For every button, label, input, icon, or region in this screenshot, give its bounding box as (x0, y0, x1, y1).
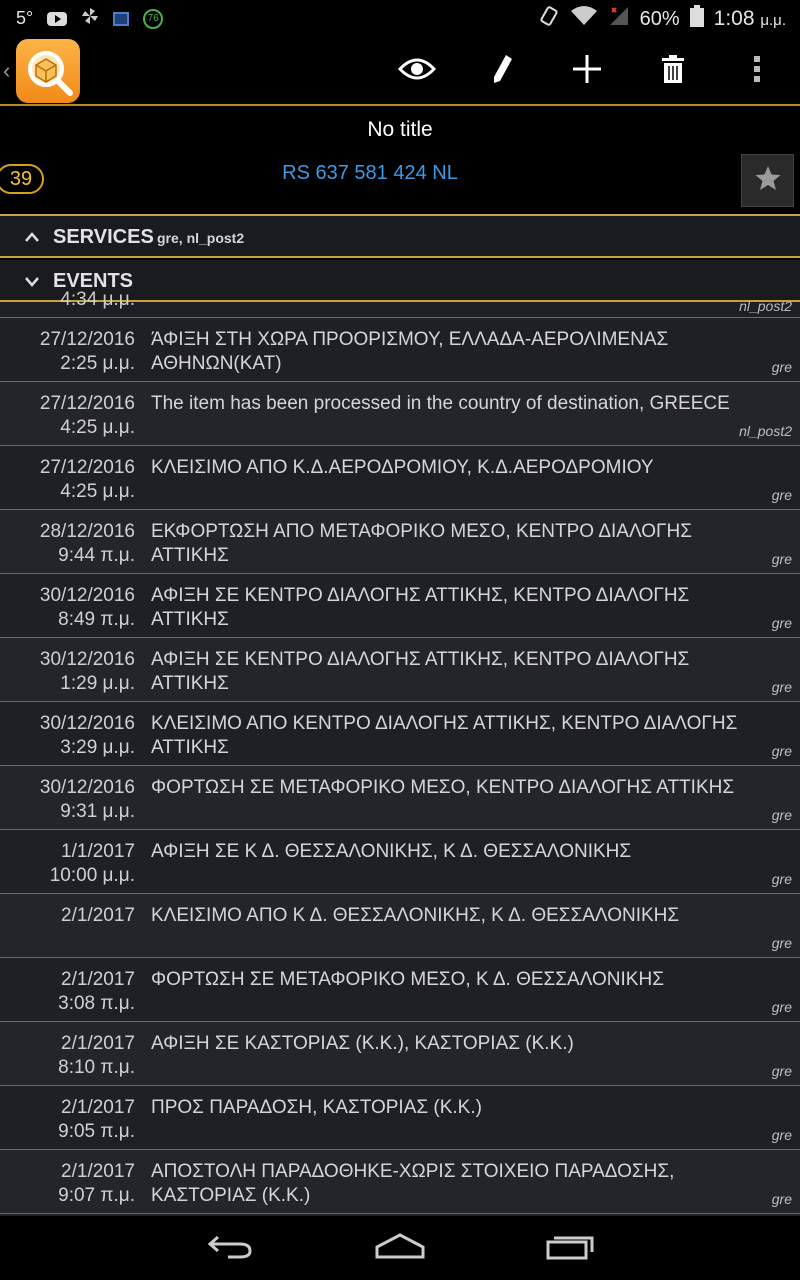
list-item[interactable] (0, 510, 800, 574)
event-time: 4:25 μ.μ. (60, 481, 135, 502)
list-item[interactable] (0, 766, 800, 830)
notification-badge: 76 (143, 9, 163, 29)
event-time: 4:34 μ.μ. (60, 289, 135, 310)
navigation-bar (0, 1216, 800, 1280)
event-service: gre (771, 359, 792, 375)
event-time: 10:00 μ.μ. (49, 865, 135, 886)
event-service: gre (771, 743, 792, 759)
event-date: 2/1/2017 (61, 1161, 135, 1182)
youtube-icon (47, 12, 67, 26)
event-date: 28/12/2016 (39, 521, 135, 542)
event-service: gre (771, 871, 792, 887)
item-header (0, 106, 800, 216)
event-service: gre (771, 807, 792, 823)
list-item[interactable] (0, 638, 800, 702)
star-icon (755, 165, 781, 196)
overflow-menu-button[interactable] (737, 51, 777, 91)
event-service: nl_post2 (739, 423, 792, 439)
list-item[interactable] (0, 446, 800, 510)
phone-vibrate-icon (538, 5, 560, 33)
event-description: ΦΟΡΤΩΣΗ ΣΕ ΜΕΤΑΦΟΡΙΚΟ ΜΕΣΟ, Κ Δ. ΘΕΣΣΑΛΟΝΙΚΗΣ (151, 969, 664, 990)
event-description: ΠΡΟΣ ΠΑΡΑΔΟΣΗ, ΚΑΣΤΟΡΙΑΣ (Κ.Κ.) (151, 1097, 482, 1118)
eye-icon (398, 57, 436, 86)
event-description: ΦΟΡΤΩΣΗ ΣΕ ΜΕΤΑΦΟΡΙΚΟ ΜΕΣΟ, ΚΕΝΤΡΟ ΔΙΑΛΟΓΗΣ ΑΤΤΙΚΗΣ (151, 777, 735, 798)
list-item[interactable] (0, 894, 800, 958)
chevron-up-icon (24, 230, 40, 248)
event-description: ΆΦΙΞΗ ΣΤΗ ΧΩΡΑ ΠΡΟΟΡΙΣΜΟΥ, ΕΛΛΑΔΑ-ΑΕΡΟΛΙΜΕΝΑΣ ΑΘΗΝΩΝ(ΚΑΤ) (151, 329, 669, 374)
list-item[interactable] (0, 318, 800, 382)
temperature: 5° (16, 8, 34, 28)
battery-icon (690, 5, 704, 33)
events-list[interactable] (0, 289, 800, 1216)
event-description: ΑΦΙΞΗ ΣΕ ΚΕΝΤΡΟ ΔΙΑΛΟΓΗΣ ΑΤΤΙΚΗΣ, ΚΕΝΤΡΟ ΔΙΑΛΟΓΗΣ ΑΤΤΙΚΗΣ (151, 649, 690, 694)
wifi-icon (570, 5, 598, 33)
event-service: gre (771, 1191, 792, 1207)
app-logo[interactable] (16, 39, 80, 103)
event-description: ΑΦΙΞΗ ΣΕ ΚΕΝΤΡΟ ΔΙΑΛΟΓΗΣ ΑΤΤΙΚΗΣ, ΚΕΝΤΡΟ ΔΙΑΛΟΓΗΣ ΑΤΤΙΚΗΣ (151, 585, 690, 630)
battery-percent: 60% (639, 7, 680, 30)
event-time: 9:44 π.μ. (58, 545, 135, 566)
event-time: 9:05 π.μ. (58, 1121, 135, 1142)
event-date: 27/12/2016 (39, 457, 135, 478)
event-date: 30/12/2016 (39, 649, 135, 670)
plus-icon (571, 53, 603, 90)
event-time: 3:29 μ.μ. (60, 737, 135, 758)
event-service: gre (771, 999, 792, 1015)
event-date: 1/1/2017 (61, 841, 135, 862)
event-service: gre (771, 1127, 792, 1143)
services-section-header[interactable] (0, 216, 800, 258)
list-item[interactable] (0, 574, 800, 638)
event-date: 30/12/2016 (39, 585, 135, 606)
action-bar (0, 36, 800, 106)
event-description: ΚΛΕΙΣΙΜΟ ΑΠΟ ΚΕΝΤΡΟ ΔΙΑΛΟΓΗΣ ΑΤΤΙΚΗΣ, ΚΕΝΤΡΟ ΔΙΑΛΟΓΗΣ ΑΤΤΙΚΗΣ (151, 713, 738, 758)
event-date: 2/1/2017 (61, 1097, 135, 1118)
event-time: 2:25 μ.μ. (60, 353, 135, 374)
event-service: gre (771, 935, 792, 951)
back-button[interactable] (200, 1230, 260, 1266)
list-item[interactable] (0, 382, 800, 446)
event-date: 2/1/2017 (61, 905, 135, 926)
add-button[interactable] (567, 51, 607, 91)
event-service: gre (771, 1063, 792, 1079)
event-date: 30/12/2016 (39, 713, 135, 734)
signal-icon (608, 5, 630, 33)
event-description: ΕΚΦΟΡΤΩΣΗ ΑΠΟ ΜΕΤΑΦΟΡΙΚΟ ΜΕΣΟ, ΚΕΝΤΡΟ ΔΙΑΛΟΓΗΣ ΑΤΤΙΚΗΣ (151, 521, 692, 566)
event-description: The item has been processed in the country of destination, GREECE (151, 393, 730, 414)
event-time: 1:29 μ.μ. (60, 673, 135, 694)
event-date: 30/12/2016 (39, 777, 135, 798)
event-time: 8:49 π.μ. (58, 609, 135, 630)
back-arrow-icon (206, 1233, 254, 1264)
list-item[interactable] (0, 830, 800, 894)
event-date: 2/1/2017 (61, 1033, 135, 1054)
pinwheel-icon (81, 7, 99, 30)
list-item[interactable] (0, 1150, 800, 1214)
event-service: gre (771, 615, 792, 631)
event-date: 2/1/2017 (61, 969, 135, 990)
list-item[interactable] (0, 702, 800, 766)
view-button[interactable] (397, 51, 437, 91)
event-service: gre (771, 679, 792, 695)
home-icon (374, 1233, 426, 1264)
event-description: ΑΠΟΣΤΟΛΗ ΠΑΡΑΔΟΘΗΚΕ-ΧΩΡΙΣ ΣΤΟΙΧΕΙΟ ΠΑΡΑΔΟΣΗΣ, ΚΑΣΤΟΡΙΑΣ (Κ.Κ.) (151, 1161, 675, 1206)
list-item[interactable] (0, 958, 800, 1022)
services-label: SERVICES (53, 226, 154, 248)
trash-icon (661, 54, 685, 89)
event-time: 3:08 π.μ. (58, 993, 135, 1014)
event-service: gre (771, 487, 792, 503)
event-date: 27/12/2016 (39, 393, 135, 414)
events-rows (0, 318, 800, 1214)
event-time: 9:07 π.μ. (58, 1185, 135, 1206)
event-date: 27/12/2016 (39, 329, 135, 350)
recent-apps-icon (546, 1232, 594, 1265)
calendar-icon (113, 12, 129, 26)
event-service: gre (771, 551, 792, 567)
list-item[interactable] (0, 1086, 800, 1150)
back-caret-icon[interactable]: ‹ (3, 58, 11, 83)
event-service: nl_post2 (739, 298, 792, 314)
count-badge: 39 (0, 164, 44, 194)
event-description: ΑΦΙΞΗ ΣΕ ΚΑΣΤΟΡΙΑΣ (Κ.Κ.), ΚΑΣΤΟΡΙΑΣ (Κ.Κ.) (151, 1033, 574, 1054)
tracking-number[interactable]: RS 637 581 424 NL (282, 162, 458, 184)
event-description: ΑΦΙΞΗ ΣΕ Κ Δ. ΘΕΣΣΑΛΟΝΙΚΗΣ, Κ Δ. ΘΕΣΣΑΛΟΝΙΚΗΣ (151, 841, 632, 862)
events-label: EVENTS (53, 270, 134, 292)
home-button[interactable] (370, 1230, 430, 1266)
pencil-icon (490, 53, 514, 90)
event-description: ΚΛΕΙΣΙΜΟ ΑΠΟ Κ.Δ.ΑΕΡΟΔΡΟΜΙΟΥ, Κ.Δ.ΑΕΡΟΔΡΟΜΙΟΥ (151, 457, 654, 478)
list-item (0, 289, 800, 318)
event-time: 8:10 π.μ. (58, 1057, 135, 1078)
status-bar (0, 0, 800, 36)
event-time: 9:31 μ.μ. (60, 801, 135, 822)
services-list: gre, nl_post2 (157, 230, 245, 246)
clock: 1:08 μ.μ. (713, 7, 786, 30)
event-time: 4:25 μ.μ. (60, 417, 135, 438)
recents-button[interactable] (540, 1230, 600, 1266)
edit-button[interactable] (482, 51, 522, 91)
event-description: ΚΛΕΙΣΙΜΟ ΑΠΟ Κ Δ. ΘΕΣΣΑΛΟΝΙΚΗΣ, Κ Δ. ΘΕΣΣΑΛΟΝΙΚΗΣ (151, 905, 680, 926)
overflow-menu-icon (753, 54, 761, 89)
delete-button[interactable] (653, 51, 693, 91)
list-item[interactable] (0, 1022, 800, 1086)
item-title[interactable]: No title (367, 118, 433, 141)
favorite-button[interactable] (741, 154, 794, 207)
